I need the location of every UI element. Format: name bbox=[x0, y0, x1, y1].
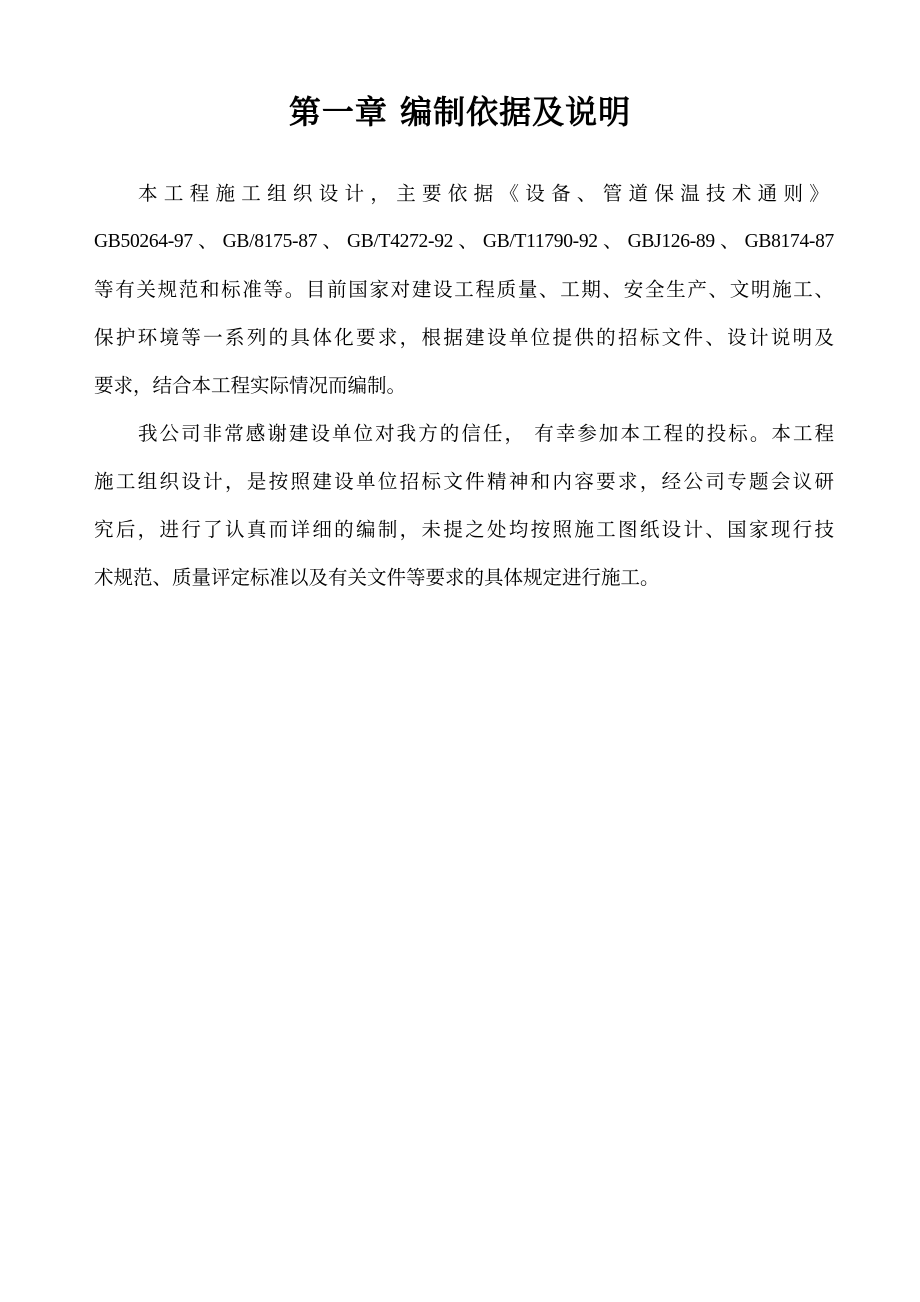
document-body bbox=[94, 170, 834, 602]
chapter-title: 第一章 编制依据及说明 bbox=[288, 93, 632, 131]
paragraph-line: 究后，进行了认真而详细的编制，未提之处均按照施工图纸设计、国家现行技 bbox=[94, 518, 834, 541]
paragraph-line: 本工程施工组织设计，主要依据《设备、管道保温技术通则》 bbox=[138, 182, 834, 205]
paragraph-1 bbox=[94, 170, 834, 410]
paragraph-line: 要求，结合本工程实际情况而编制。 bbox=[94, 374, 407, 397]
paragraph-line: 术规范、质量评定标准以及有关文件等要求的具体规定进行施工。 bbox=[94, 566, 660, 589]
paragraph-line: 施工组织设计，是按照建设单位招标文件精神和内容要求，经公司专题会议研 bbox=[94, 470, 834, 493]
paragraph-line: GB50264-97、GB/8175-87、GB/T4272-92、GB/T11790-92、GBJ126-89、GB8174-87 bbox=[94, 231, 834, 252]
paragraph-line: 保护环境等一系列的具体化要求，根据建设单位提供的招标文件、设计说明及 bbox=[94, 326, 834, 349]
paragraph-line: 我公司非常感谢建设单位对我方的信任， 有幸参加本工程的投标。本工程 bbox=[138, 422, 834, 445]
paragraph-line: 等有关规范和标准等。目前国家对建设工程质量、工期、安全生产、文明施工、 bbox=[94, 278, 834, 301]
paragraph-2 bbox=[94, 410, 834, 602]
